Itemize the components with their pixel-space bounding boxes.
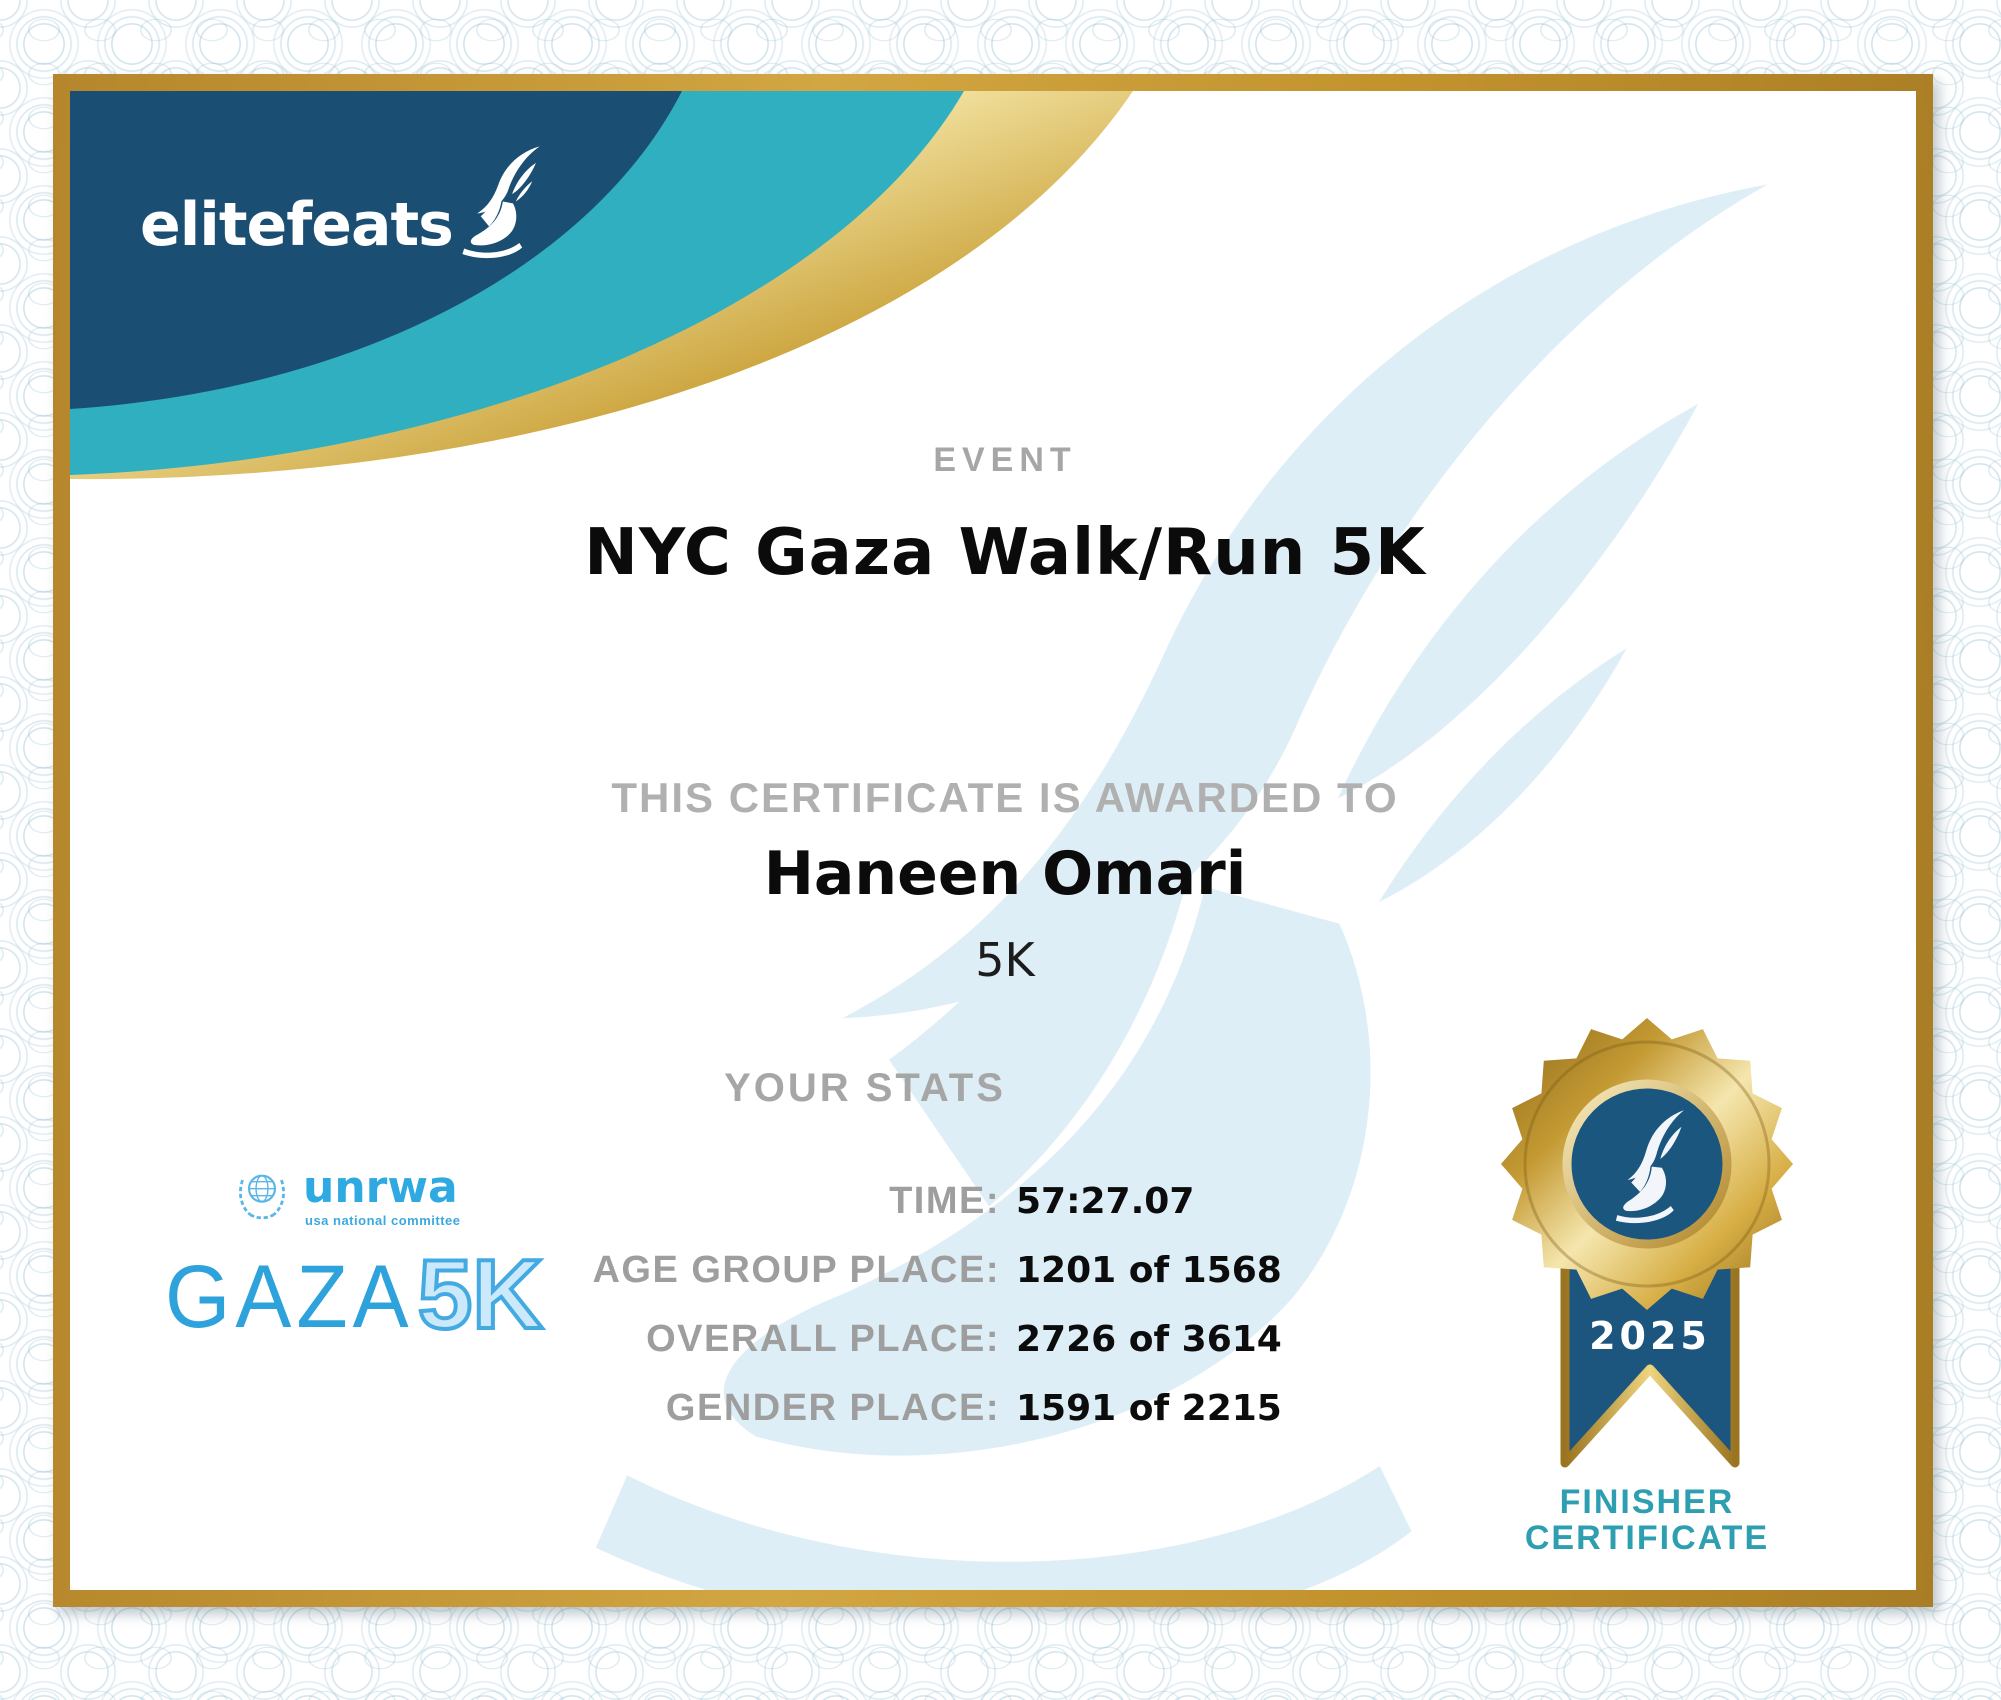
stat-label: GENDER PLACE: <box>665 1387 1000 1429</box>
stat-value: 1201 of 1568 <box>1016 1250 1282 1291</box>
finisher-caption-line1: FINISHER <box>1559 1483 1735 1521</box>
un-emblem-icon <box>235 1166 289 1220</box>
stat-label: OVERALL PLACE: <box>646 1318 1000 1360</box>
stat-value: 2726 of 3614 <box>1016 1319 1282 1360</box>
recipient-name: Haneen Omari <box>763 839 1247 909</box>
stat-row-gender-place <box>145 1387 1282 1437</box>
race-distance: 5K <box>975 933 1035 987</box>
awarded-label: THIS CERTIFICATE IS AWARDED TO <box>611 774 1399 821</box>
brand-logo <box>140 143 547 261</box>
stat-value: 1591 of 2215 <box>1016 1388 1282 1429</box>
brand-logo-text: elitefeats <box>140 190 453 260</box>
finisher-caption-line2: CERTIFICATE <box>1524 1519 1770 1557</box>
stat-label: AGE GROUP PLACE: <box>592 1249 1000 1291</box>
unrwa-wordmark: unrwa <box>303 1162 458 1213</box>
gaza5k-wordmark <box>165 1238 543 1351</box>
stat-label: TIME: <box>889 1180 1000 1222</box>
finisher-medal-badge <box>1470 1001 1830 1481</box>
fivek-text: 5K <box>417 1239 543 1349</box>
gold-frame <box>53 74 1933 1607</box>
badge-year: 2025 <box>1589 1314 1711 1358</box>
event-label: EVENT <box>933 441 1077 479</box>
unrwa-logo <box>235 1162 461 1228</box>
gaza-text: GAZA <box>165 1246 414 1346</box>
finisher-caption <box>1467 1484 1827 1556</box>
stats-title: YOUR STATS <box>724 1066 1006 1110</box>
certificate-panel <box>70 91 1916 1590</box>
event-name: NYC Gaza Walk/Run 5K <box>584 516 1426 590</box>
stat-value: 57:27.07 <box>1016 1181 1195 1222</box>
winged-foot-icon <box>455 143 547 261</box>
unrwa-subtitle: usa national committee <box>305 1213 461 1228</box>
